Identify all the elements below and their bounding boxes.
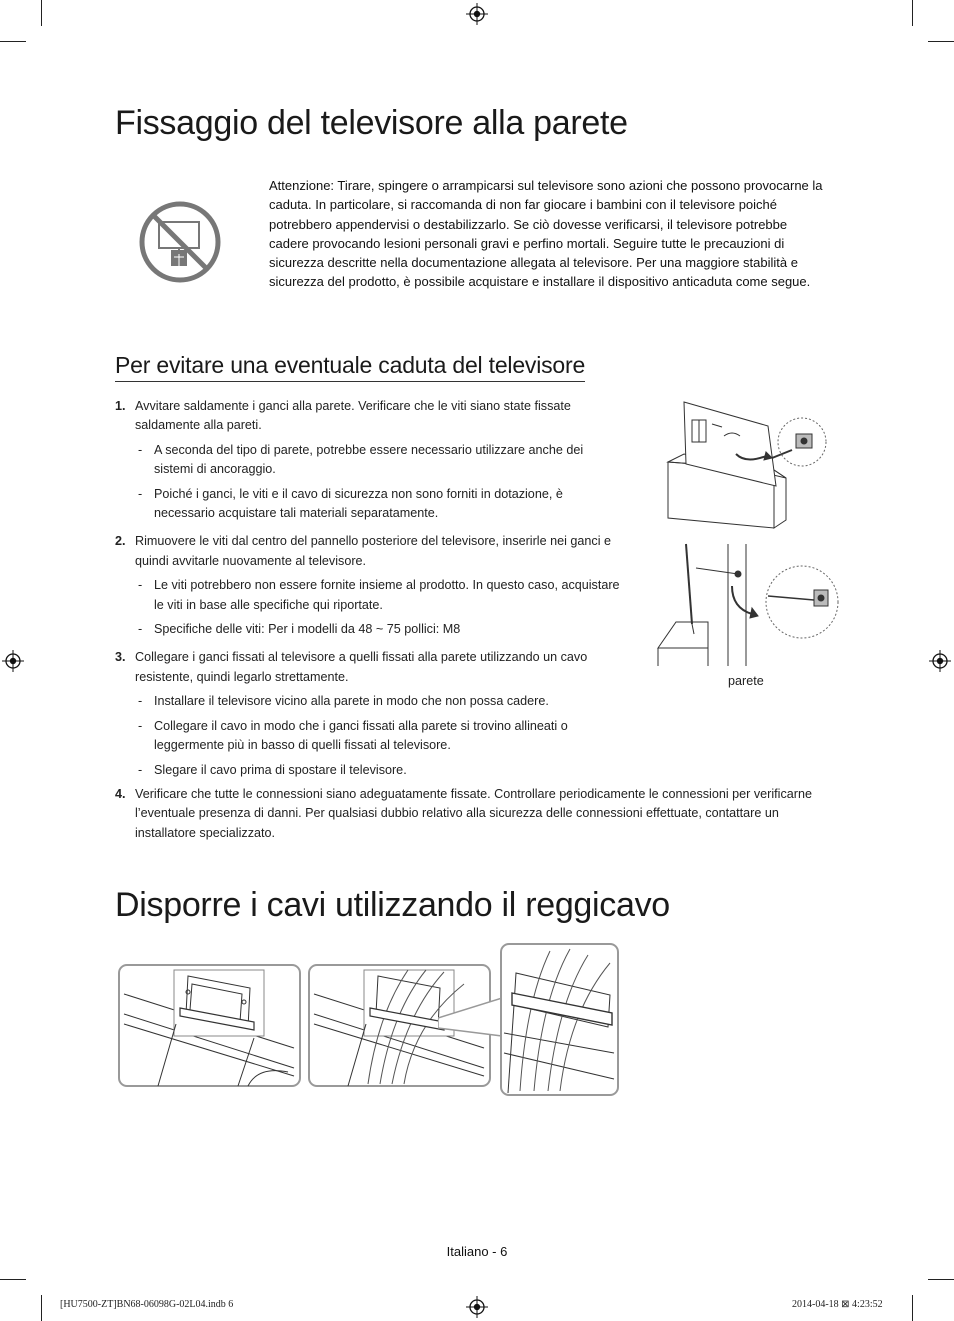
cable-holder-zoom-illustration (500, 943, 620, 1097)
crop-mark (912, 1295, 913, 1321)
crop-mark (0, 1279, 26, 1280)
crop-mark (928, 1279, 954, 1280)
step-item (115, 648, 625, 779)
step-item (115, 785, 835, 843)
crop-mark (928, 41, 954, 42)
step-number: 3. (115, 650, 126, 665)
step-number: 2. (115, 534, 126, 549)
sub-item: - Slegare il cavo prima di spostare il televisore. (138, 762, 407, 777)
sub-item: - Installare il televisore vicino alla parete in modo che non possa cadere. (138, 694, 549, 709)
crop-mark (41, 1295, 42, 1321)
step-text: Avvitare saldamente i ganci alla parete. Verificare che le viti siano state fissate saldamente alla pareti. (135, 399, 571, 433)
safety-warning-text: Attenzione: Tirare, spingere o arrampicarsi sul televisore sono azioni che possono provocarne la caduta. In particolare, si raccomanda di non far giocare i bambini con il televisore poiché potrebbero appendervisi o destabilizzarlo. Se ciò dovesse verificarsi, il televisore potrebbe cadere provocando lesioni personali gravi e perfino mortali. Seguire tutte le precauzioni di sicurezza descritte nella documentazione allegata al televisore. Per una maggiore stabilità e sicurezza del prodotto, è possibile acquistare e installare il dispositivo anticaduta come segue. (269, 178, 823, 290)
section-title-wall-mount: Fissaggio del televisore alla parete (115, 104, 628, 142)
sub-item: - A seconda del tipo di parete, potrebbe essere necessario utilizzare anche dei sistemi di ancoraggio. (138, 442, 584, 477)
sub-item: - Poiché i ganci, le viti e il cavo di sicurezza non sono forniti in dotazione, è necessario acquistare tali materiali separatamente. (138, 486, 563, 521)
subsection-title-prevent-fall: Per evitare una eventuale caduta del televisore (115, 352, 585, 382)
step-text: Rimuovere le viti dal centro del pannello posteriore del televisore, inserirle nei ganci e quindi avvitarle nuovamente al televisore. (135, 534, 612, 568)
wall-cable-illustration (656, 542, 842, 668)
figure-caption: parete (728, 674, 764, 688)
page-number-label: Italiano - 6 (446, 1244, 508, 1259)
sub-item: - Collegare il cavo in modo che i ganci fissati alla parete si trovino allineati o leggermente più in basso di quelli fissati al televisore. (138, 718, 568, 753)
crop-mark (41, 0, 42, 26)
section-title-cable-holder: Disporre i cavi utilizzando il reggicavo (115, 886, 670, 924)
step-text: Verificare che tutte le connessioni siano adeguatamente fissate. Controllare periodicamente le connessioni per verificarne l’eventuale presenza di danni. Per qualsiasi dubbio relativo alla sicurezza delle connessioni effettuate, contattare un installatore specializzato. (135, 787, 812, 840)
print-slug-filename: [HU7500-ZT]BN68-06098G-02L04.indb 6 (60, 1299, 234, 1310)
tv-back-hook-illustration (664, 398, 828, 530)
registration-mark-icon (466, 1296, 488, 1318)
step-item (115, 532, 625, 639)
sub-item: - Specifiche delle viti: Per i modelli da 48 ~ 75 pollici: M8 (138, 622, 461, 637)
cable-holder-step-1-illustration (118, 964, 302, 1088)
no-climbing-on-tv-icon (138, 200, 222, 284)
steps-list (115, 397, 625, 789)
registration-mark-icon (2, 650, 24, 672)
step-item (115, 397, 625, 523)
registration-mark-icon (466, 3, 488, 25)
step-number: 4. (115, 787, 126, 801)
step-number: 1. (115, 399, 126, 413)
registration-mark-icon (929, 650, 951, 672)
cable-holder-zoom-connector (438, 996, 508, 1046)
step-text: Collegare i ganci fissati al televisore a quelli fissati alla parete utilizzando un cavo resistente, quindi legarlo strettamente. (135, 650, 588, 684)
crop-mark (912, 0, 913, 26)
crop-mark (0, 41, 26, 42)
print-slug-timestamp: 2014-04-18 ⊠ 4:23:52 (792, 1299, 883, 1310)
sub-item: - Le viti potrebbero non essere fornite insieme al prodotto. In questo caso, acquistare le viti in base alle specifiche qui riportate. (138, 578, 620, 612)
